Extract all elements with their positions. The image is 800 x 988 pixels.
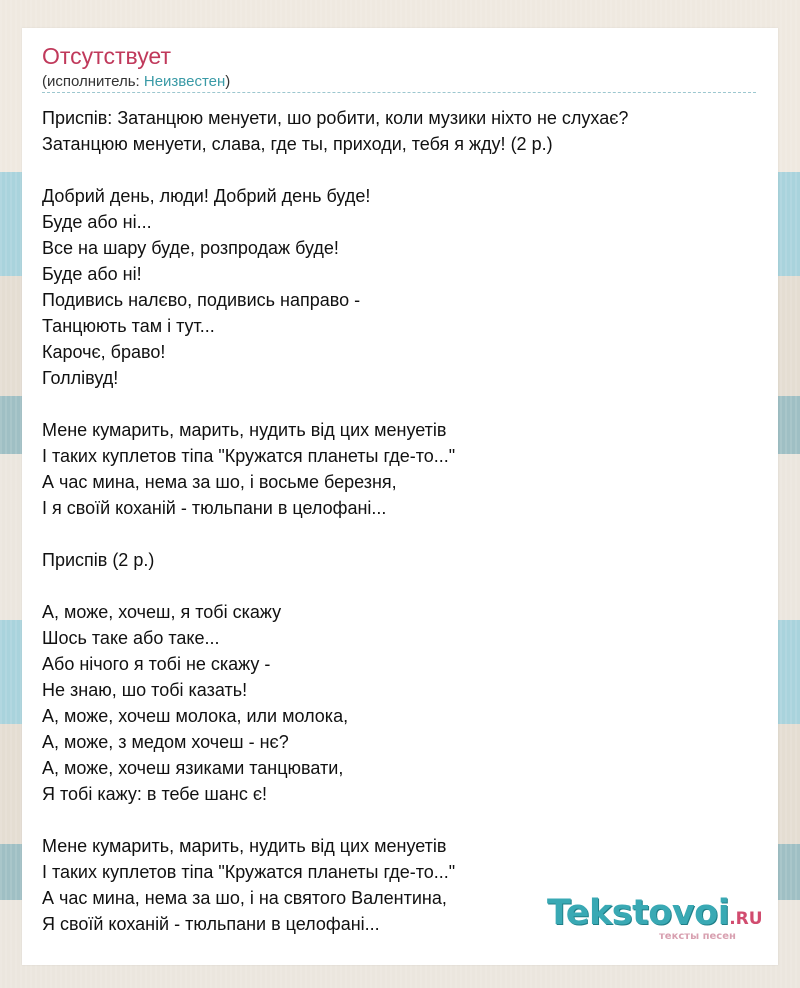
lyrics-line: Затанцюю менуети, слава, где ты, приходи, тебя я жду! (2 р.) xyxy=(42,134,553,154)
lyrics-line: А, може, хочеш, я тобі скажу xyxy=(42,602,282,622)
lyrics-text xyxy=(42,105,756,937)
logo-name: Tekstovoi xyxy=(547,893,730,933)
lyrics-line: А, може, з медом хочеш - нє? xyxy=(42,732,289,752)
lyrics-line: Танцюють там і тут... xyxy=(42,316,215,336)
artist-suffix: ) xyxy=(225,73,231,90)
lyrics-line: Мене кумарить, марить, нудить від цих менуетів xyxy=(42,420,447,440)
artist-prefix: (исполнитель: xyxy=(42,73,144,90)
lyrics-line: А час мина, нема за шо, і на святого Валентина, xyxy=(42,888,447,908)
lyrics-line: Карочє, браво! xyxy=(42,342,166,362)
lyrics-line: Добрий день, люди! Добрий день буде! xyxy=(42,186,371,206)
lyrics-card xyxy=(22,28,778,965)
lyrics-line: І таких куплетов тіпа "Кружатся планеты где-то..." xyxy=(42,862,456,882)
lyrics-blank-line xyxy=(42,391,756,417)
lyrics-line: І таких куплетов тіпа "Кружатся планеты где-то..." xyxy=(42,446,456,466)
artist-link[interactable]: Неизвестен xyxy=(143,73,226,90)
lyrics-line: І я своїй коханій - тюльпани в целофані... xyxy=(42,498,387,518)
lyrics-line: Я тобі кажу: в тебе шанс є! xyxy=(42,784,267,804)
lyrics-blank-line xyxy=(42,157,756,183)
lyrics-blank-line xyxy=(42,521,756,547)
lyrics-line: Або нічого я тобі не скажу - xyxy=(42,654,271,674)
song-title: Отсутствует xyxy=(42,43,171,69)
lyrics-line: А, може, хочеш молока, или молока, xyxy=(42,706,349,726)
lyrics-line: Подивись налєво, подивись направо - xyxy=(42,290,361,310)
site-logo[interactable] xyxy=(547,893,777,963)
lyrics-line: Все на шару буде, розпродаж буде! xyxy=(42,238,339,258)
title-divider xyxy=(42,92,756,93)
lyrics-line: А час мина, нема за шо, і восьме березня, xyxy=(42,472,397,492)
lyrics-line: Приспів: Затанцюю менуети, шо робити, коли музики ніхто не слухає? xyxy=(42,108,629,128)
lyrics-line: Шось таке або таке... xyxy=(42,628,220,648)
lyrics-line: Я своїй коханій - тюльпани в целофані... xyxy=(42,914,380,934)
lyrics-line: Приспів (2 р.) xyxy=(42,550,155,570)
lyrics-line: Голлівуд! xyxy=(42,368,119,388)
lyrics-line: Буде або ні! xyxy=(42,264,142,284)
logo-suffix: .RU xyxy=(729,909,763,929)
lyrics-line: Не знаю, шо тобі казать! xyxy=(42,680,248,700)
lyrics-blank-line xyxy=(42,573,756,599)
lyrics-line: Буде або ні... xyxy=(42,212,152,232)
artist-line xyxy=(42,72,230,92)
logo-tagline: тексты песен xyxy=(659,931,736,942)
lyrics-line: Мене кумарить, марить, нудить від цих менуетів xyxy=(42,836,447,856)
lyrics-blank-line xyxy=(42,807,756,833)
lyrics-line: А, може, хочеш язиками танцювати, xyxy=(42,758,344,778)
